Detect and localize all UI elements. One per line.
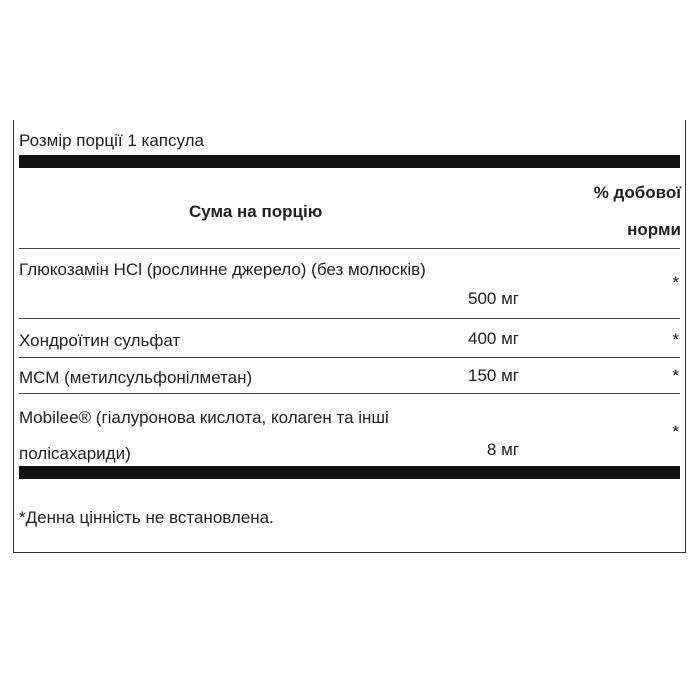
- row-divider: [19, 393, 680, 394]
- row-divider: [19, 318, 680, 319]
- footnote: *Денна цінність не встановлена.: [19, 508, 274, 527]
- ingredient-amount: 500 мг: [468, 289, 519, 308]
- ingredient-daily-value: *: [672, 330, 679, 349]
- ingredient-name: Глюкозамін HCl (рослинне джерело) (без молюсків): [19, 260, 426, 279]
- amount-per-serving-header: Сума на порцію: [189, 202, 323, 221]
- supplement-facts-panel: [13, 120, 686, 553]
- daily-value-header-line2: норми: [627, 220, 681, 239]
- ingredient-name: Хондроїтин сульфат: [19, 331, 181, 350]
- ingredient-daily-value: *: [672, 273, 679, 292]
- ingredient-name-cont: полісахариди): [19, 444, 131, 463]
- header-divider: [19, 248, 680, 249]
- row-divider: [19, 357, 680, 358]
- ingredient-amount: 8 мг: [486, 440, 519, 459]
- ingredient-daily-value: *: [672, 422, 679, 441]
- daily-value-header-line1: % добової: [593, 183, 681, 202]
- ingredient-amount: 400 мг: [468, 329, 519, 348]
- thick-divider-top: [19, 155, 680, 168]
- ingredient-name: МСМ (метилсульфонілметан): [19, 368, 253, 387]
- serving-size-label: Розмір порції 1 капсула: [19, 131, 205, 150]
- ingredient-amount: 150 мг: [468, 366, 519, 385]
- ingredient-name: Mobilee® (гіалуронова кислота, колаген та інші: [19, 408, 389, 427]
- ingredient-daily-value: *: [672, 366, 679, 385]
- thick-divider-bottom: [19, 466, 680, 479]
